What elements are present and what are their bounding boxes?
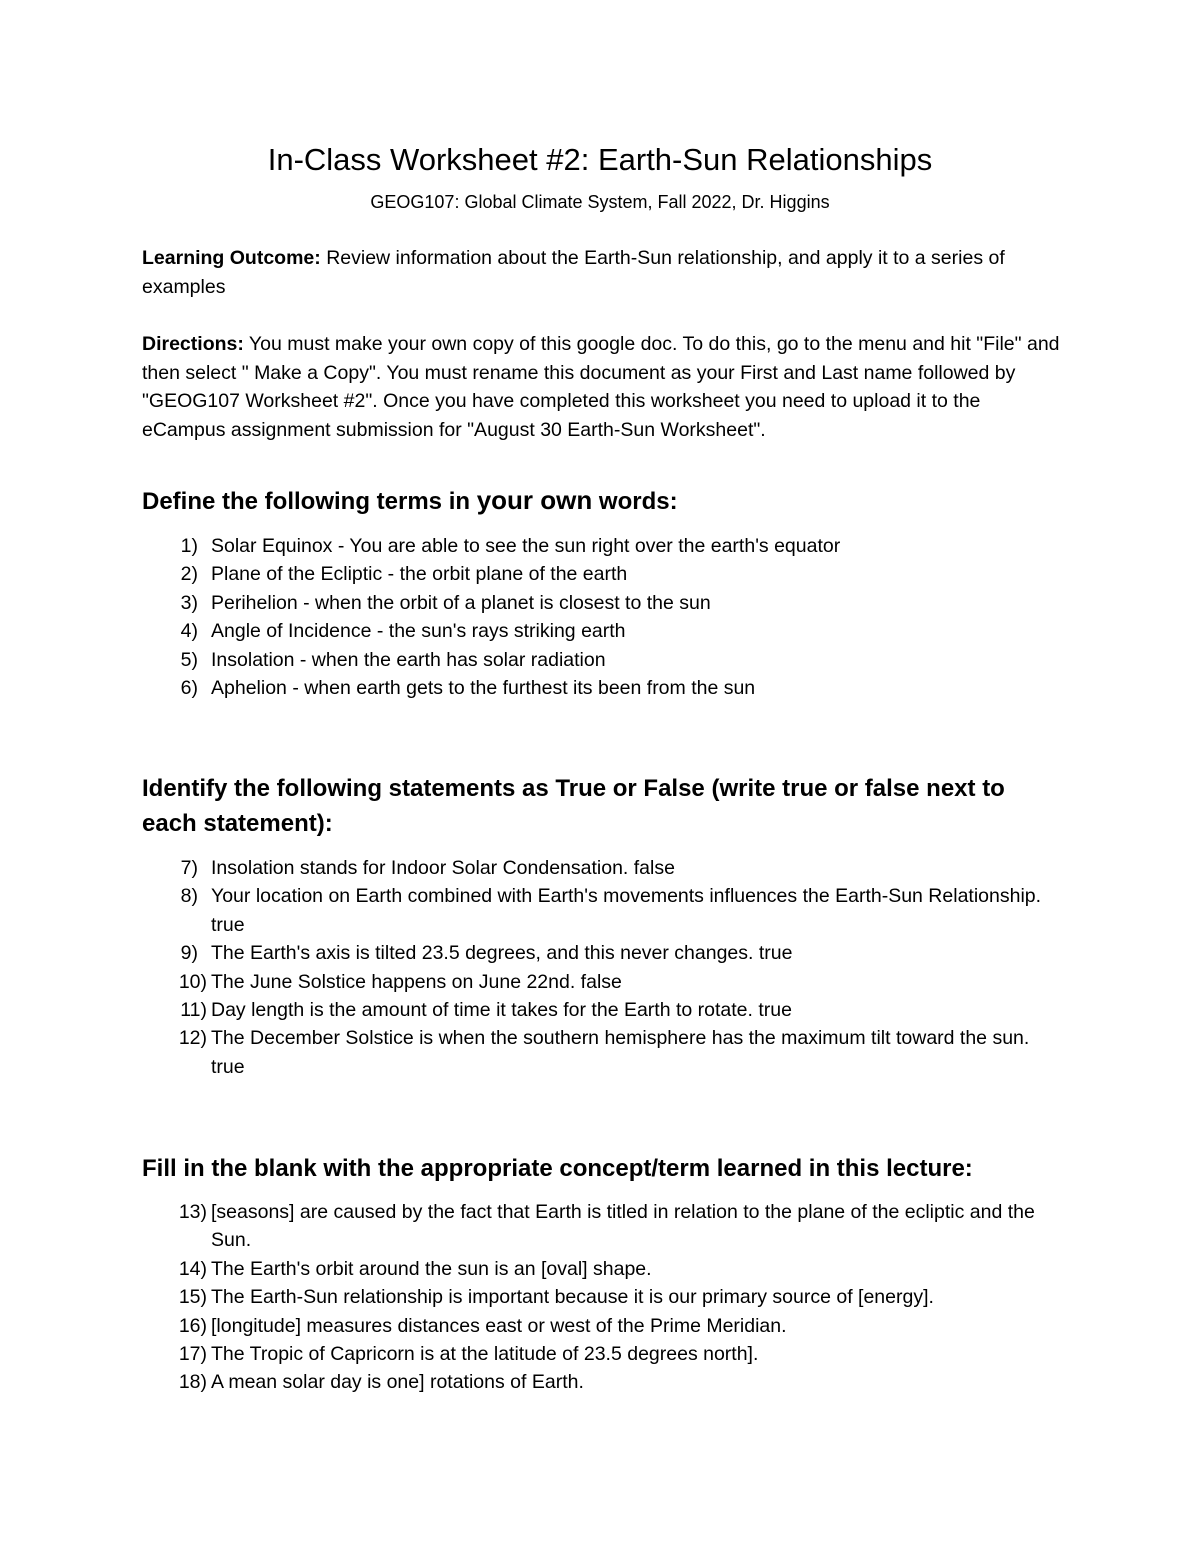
list-item xyxy=(142,882,1062,939)
list-item xyxy=(142,1368,1062,1396)
list-item xyxy=(142,589,1062,617)
list-item xyxy=(142,939,1062,967)
item-text: The Tropic of Capricorn is at the latitude of 23.5 degrees north]. xyxy=(211,1343,759,1366)
item-number: 14) xyxy=(178,1257,207,1280)
true-false-list xyxy=(142,854,1062,1081)
item-number: 10) xyxy=(178,970,207,993)
item-number: 18) xyxy=(178,1371,207,1394)
item-number: 9) xyxy=(180,942,198,965)
list-item xyxy=(142,646,1062,674)
item-number: 11) xyxy=(180,999,207,1022)
item-text: The June Solstice happens on June 22nd. false xyxy=(211,970,622,993)
list-item xyxy=(142,968,1062,996)
list-item xyxy=(142,996,1062,1024)
item-number: 15) xyxy=(178,1286,207,1309)
list-item xyxy=(142,674,1062,702)
item-number: 5) xyxy=(180,648,198,671)
list-item xyxy=(142,1024,1062,1081)
item-text: The Earth's orbit around the sun is an [oval] shape. xyxy=(211,1257,652,1280)
item-number: 3) xyxy=(180,591,198,614)
section-true-false-heading: Identify the following statements as True or False (write true or false next to each statement): xyxy=(142,775,1005,837)
list-item xyxy=(142,1255,1062,1283)
item-number: 7) xyxy=(180,857,198,879)
directions-text: You must make your own copy of this google doc. To do this, go to the menu and hit "File" and then select " Make a Copy". You must rename this document as your First and Last name followed by "GEOG107 Worksheet #2". Once you have completed this worksheet you need to upload it to the eCampus assignment submission for "August 30 Earth-Sun Worksheet". xyxy=(142,333,1060,441)
item-text: Perihelion - when the orbit of a planet is closest to the sun xyxy=(211,591,711,614)
item-number: 1) xyxy=(180,535,198,557)
item-text: A mean solar day is one] rotations of Earth. xyxy=(211,1371,584,1394)
learning-outcome xyxy=(142,244,1062,301)
page-title: In-Class Worksheet #2: Earth-Sun Relationships xyxy=(267,142,933,177)
item-number: 4) xyxy=(180,620,198,643)
item-number: 2) xyxy=(180,563,198,586)
item-text: Aphelion - when earth gets to the furthest its been from the sun xyxy=(211,677,756,700)
directions-label: Directions: xyxy=(142,333,244,355)
item-text: The Earth-Sun relationship is important because it is our primary source of [energy]. xyxy=(211,1286,934,1309)
list-item xyxy=(142,532,1062,560)
learning-outcome-text: Review information about the Earth-Sun relationship, and apply it to a series of examples xyxy=(142,247,1005,298)
directions xyxy=(142,330,1062,444)
item-text: Insolation stands for Indoor Solar Condensation. false xyxy=(211,857,675,879)
item-text: Your location on Earth combined with Earth's movements influences the Earth-Sun Relationship. true xyxy=(211,885,1042,936)
list-item xyxy=(142,1340,1062,1368)
item-number: 12) xyxy=(178,1027,207,1050)
list-item xyxy=(142,1312,1062,1340)
item-text: [seasons] are caused by the fact that Earth is titled in relation to the plane of the ecliptic and the Sun. xyxy=(211,1201,1035,1252)
item-number: 17) xyxy=(178,1343,207,1366)
item-number: 6) xyxy=(180,677,198,700)
list-item xyxy=(142,854,1062,882)
course-subtitle: GEOG107: Global Climate System, Fall 2022, Dr. Higgins xyxy=(370,192,830,212)
section-define-heading-emphasis: your own xyxy=(476,485,593,515)
section-define-heading-post: words: xyxy=(592,488,678,515)
item-text: Solar Equinox - You are able to see the sun right over the earth's equator xyxy=(211,535,841,557)
item-number: 13) xyxy=(178,1201,207,1223)
define-terms-list xyxy=(142,532,1062,702)
item-text: Plane of the Ecliptic - the orbit plane of the earth xyxy=(211,563,628,586)
item-number: 8) xyxy=(180,885,198,908)
item-text: Day length is the amount of time it takes for the Earth to rotate. true xyxy=(211,999,792,1022)
item-number: 16) xyxy=(178,1314,207,1337)
item-text: The Earth's axis is tilted 23.5 degrees, and this never changes. true xyxy=(211,942,793,965)
fill-blank-list xyxy=(142,1198,1062,1397)
section-fill-blank-heading: Fill in the blank with the appropriate concept/term learned in this lecture: xyxy=(142,1155,973,1182)
list-item xyxy=(142,560,1062,588)
section-define-heading xyxy=(142,483,1062,519)
item-text: Angle of Incidence - the sun's rays striking earth xyxy=(211,620,626,643)
list-item xyxy=(142,617,1062,645)
list-item xyxy=(142,1283,1062,1311)
item-text: Insolation - when the earth has solar radiation xyxy=(211,648,606,671)
item-text: The December Solstice is when the southern hemisphere has the maximum tilt toward the sun. true xyxy=(211,1027,1030,1078)
section-define-heading-pre: Define the following terms in xyxy=(142,488,477,515)
item-text: [longitude] measures distances east or west of the Prime Meridian. xyxy=(211,1314,787,1337)
learning-outcome-label: Learning Outcome: xyxy=(142,247,321,269)
list-item xyxy=(142,1198,1062,1255)
